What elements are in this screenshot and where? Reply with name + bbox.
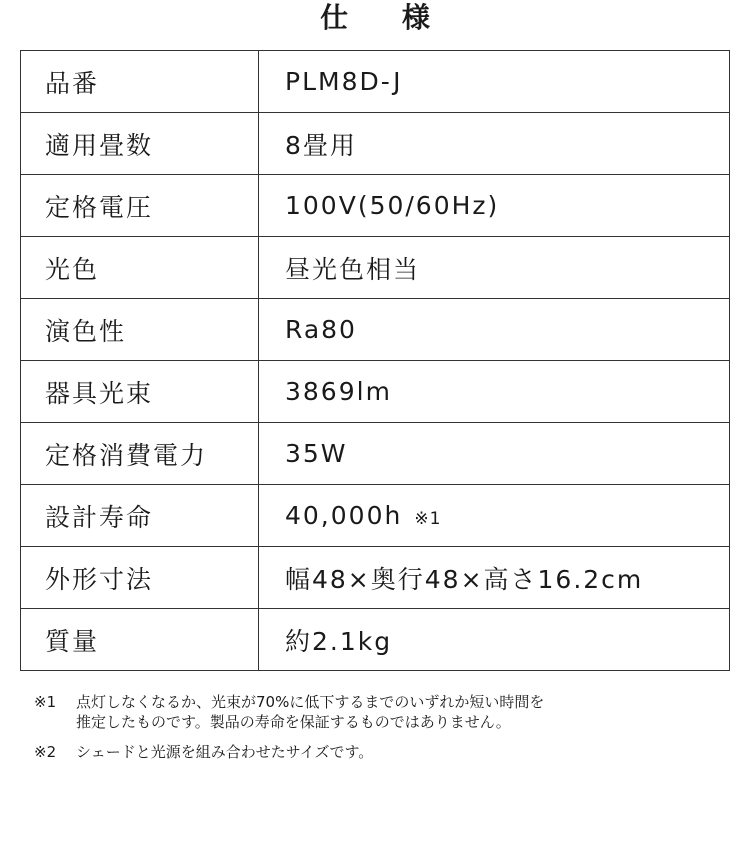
spec-value-text: 40,000h [285,501,403,530]
footnote-line: 点灯しなくなるか、光束が70%に低下するまでのいずれか短い時間を [76,693,545,711]
table-row [21,485,730,547]
page-title: 仕 様 [320,1,452,34]
spec-value: 35W [259,423,730,485]
footnote [34,692,734,732]
footnote [34,742,734,762]
table-row [21,51,730,113]
spec-value: 3869lm [259,361,730,423]
footnote-text [76,692,734,732]
spec-label: 外形寸法 [21,547,259,609]
spec-label: 演色性 [21,299,259,361]
spec-value: Ra80 [259,299,730,361]
table-row [21,113,730,175]
table-row [21,175,730,237]
spec-value: 昼光色相当 [259,237,730,299]
table-row [21,609,730,671]
spec-label: 光色 [21,237,259,299]
spec-label: 品番 [21,51,259,113]
footnote-mark: ※1 [414,509,442,529]
spec-label: 器具光束 [21,361,259,423]
spec-value: 100V(50/60Hz) [259,175,730,237]
spec-label: 定格消費電力 [21,423,259,485]
footnote-number: ※1 [34,693,57,711]
table-row [21,237,730,299]
footnote-line: 推定したものです。製品の寿命を保証するものではありません。 [76,713,511,731]
spec-value: 約2.1kg [259,609,730,671]
spec-label: 質量 [21,609,259,671]
table-row [21,299,730,361]
spec-value: PLM8D-J [259,51,730,113]
spec-value [259,485,730,547]
table-row [21,423,730,485]
spec-label: 定格電圧 [21,175,259,237]
footnote-line: シェードと光源を組み合わせたサイズです。 [76,743,374,761]
footnote-text [76,742,734,762]
spec-label: 設計寿命 [21,485,259,547]
spec-table [20,50,730,671]
footnotes [34,692,734,772]
footnote-number: ※2 [34,743,57,761]
spec-label: 適用畳数 [21,113,259,175]
spec-value: 8畳用 [259,113,730,175]
table-row [21,361,730,423]
table-row [21,547,730,609]
spec-value: 幅48×奥行48×高さ16.2cm [259,547,730,609]
